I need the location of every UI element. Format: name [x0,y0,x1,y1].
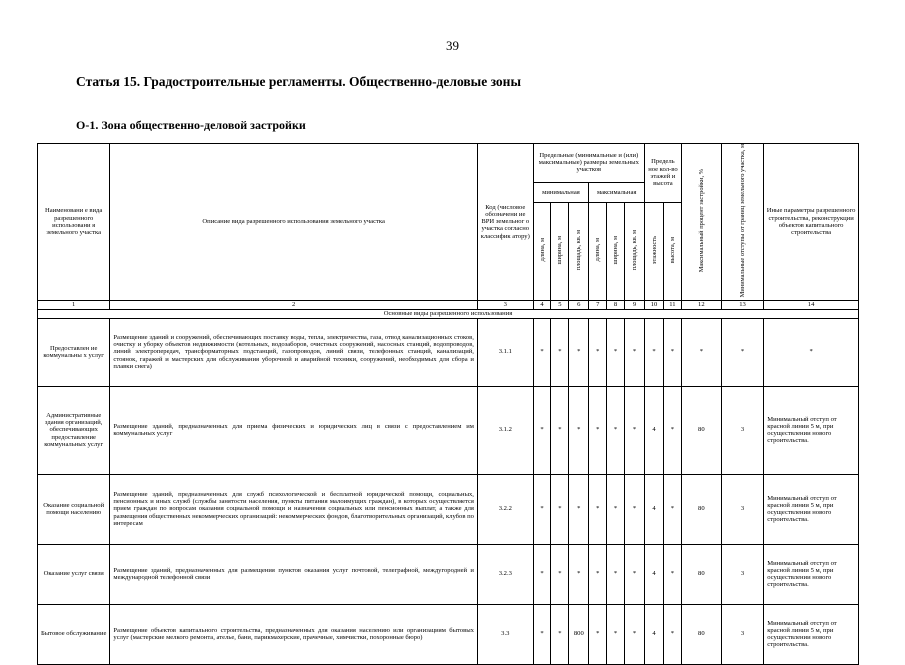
row-code: 3.1.1 [477,318,533,386]
row-value: * [589,386,607,474]
row-value: * [589,474,607,544]
row-value: * [569,318,589,386]
row-other: Минимальный отступ от красной линии 5 м, при осуществлении нового строительства. [764,474,859,544]
table-row [38,474,859,544]
row-value: * [663,544,681,604]
header-max: максимальная [589,182,645,202]
row-value: * [533,474,551,544]
row-value: * [624,386,644,474]
row-value: * [663,318,681,386]
column-number: 1 [38,300,110,309]
row-value: * [589,318,607,386]
column-number: 13 [721,300,763,309]
row-code: 3.2.2 [477,474,533,544]
header-max-percent: Максимальный процент застройки, % [697,169,705,273]
header-other: Иные параметры разрешенного строительства, реконструкции объектов капитального строительства [764,144,859,301]
row-description: Размещение зданий, предназначенных для приема физических и юридических лиц в связи с предоставлением им коммунальных услуг [110,386,478,474]
header-min-area: площадь, кв. м [575,229,583,271]
row-value: * [551,386,569,474]
row-value: * [624,474,644,544]
header-min-width: ширина, м [556,235,564,265]
table-row [38,544,859,604]
row-value: * [533,318,551,386]
row-name: Предоставлен ие коммунальны х услуг [38,318,110,386]
column-number: 10 [645,300,664,309]
page-number: 39 [446,38,459,53]
header-max-area: площадь, кв. м [630,229,638,271]
row-name: Оказание услуг связи [38,544,110,604]
column-number: 11 [663,300,681,309]
row-value: * [551,604,569,664]
header-floors: этажность [650,235,658,265]
row-description: Размещение зданий, предназначенных для служб психологической и бесплатной юридической помощи, социальных, пенсионных и иных служб (службы занятости населения, пункты питания малоимущих граждан), в которых осуществляется прием граждан по вопросам оказания социальной помощи и назначения социальных или пенсионных выплат, а также для размещения общественных некоммерческих организаций: некоммерческих фондов, благотворительных организаций, клубов по интересам [110,474,478,544]
row-value: 4 [645,544,664,604]
row-value: * [663,604,681,664]
row-value: 3 [721,544,763,604]
zone-title: О-1. Зона общественно-деловой застройки [76,118,306,132]
row-value: * [624,604,644,664]
row-value: * [663,474,681,544]
row-value: 4 [645,604,664,664]
column-number: 9 [624,300,644,309]
column-numbers-row [38,300,859,309]
row-value: 3 [721,474,763,544]
section-title: Основные виды разрешенного использования [38,309,859,318]
row-value: * [721,318,763,386]
row-value: * [569,474,589,544]
column-number: 5 [551,300,569,309]
row-value: * [607,318,625,386]
column-number: 3 [477,300,533,309]
row-value: 3 [721,604,763,664]
column-number: 8 [607,300,625,309]
row-value: * [551,474,569,544]
row-value: 80 [681,604,721,664]
row-name: Бытовое обслуживание [38,604,110,664]
column-number: 4 [533,300,551,309]
row-code: 3.1.2 [477,386,533,474]
row-value: * [607,386,625,474]
row-value: * [607,544,625,604]
row-value: * [624,318,644,386]
row-value: 80 [681,544,721,604]
row-other: * [764,318,859,386]
row-value: * [551,544,569,604]
row-value: 80 [681,386,721,474]
row-value: * [624,544,644,604]
row-value: 4 [645,474,664,544]
row-name: Административные здания организаций, обеспечивающих предоставление коммунальных услуг [38,386,110,474]
header-max-length: длина, м [594,238,602,262]
row-code: 3.3 [477,604,533,664]
header-limits: Предельные (минимальные и (или) максимальные) размеры земельных участков [533,144,644,183]
row-other: Минимальный отступ от красной линии 5 м, при осуществлении нового строительства. [764,604,859,664]
row-value: * [645,318,664,386]
header-max-width: ширина, м [612,235,620,265]
row-other: Минимальный отступ от красной линии 5 м, при осуществлении нового строительства. [764,386,859,474]
row-value: * [569,386,589,474]
header-min: минимальная [533,182,589,202]
header-description: Описание вида разрешенного использования земельного участка [110,144,478,301]
header-code: Код (числовое обозначени ие ВРИ земельног о участка согласно классифик атору) [477,144,533,301]
column-number: 6 [569,300,589,309]
row-code: 3.2.3 [477,544,533,604]
row-value: * [533,604,551,664]
row-value: 3 [721,386,763,474]
row-value: * [551,318,569,386]
row-value: * [533,544,551,604]
header-min-length: длина, м [538,238,546,262]
row-value: * [663,386,681,474]
column-number: 7 [589,300,607,309]
row-description: Размещение объектов капитального строительства, предназначенных для оказания населению или организациям бытовых услуг (мастерские мелкого ремонта, ателье, бани, парикмахерские, прачечные, химчистки, похоронные бюро) [110,604,478,664]
row-value: * [589,604,607,664]
regulations-table [37,143,859,665]
column-number: 12 [681,300,721,309]
table-row [38,318,859,386]
row-value: * [533,386,551,474]
row-value: * [607,604,625,664]
row-name: Оказание социальной помощи населению [38,474,110,544]
header-name: Наименовани е вида разрешенного использовани я земельного участка [38,144,110,301]
row-description: Размещение зданий, предназначенных для размещения пунктов оказания услуг почтовой, телеграфной, междугородней и международной телефонной связи [110,544,478,604]
header-height: высота, м [668,236,676,264]
row-value: 800 [569,604,589,664]
row-value: * [589,544,607,604]
row-value: * [569,544,589,604]
row-value: 80 [681,474,721,544]
column-number: 14 [764,300,859,309]
table-row [38,604,859,664]
header-min-setback: Минимальные отступы от границ земельного участка, м [739,144,747,298]
table-row [38,386,859,474]
column-number: 2 [110,300,478,309]
header-floors-group: Предель ное кол-во этажей и высота [645,144,682,203]
article-title: Статья 15. Градостроительные регламенты. Общественно-деловые зоны [76,74,521,89]
row-value: 4 [645,386,664,474]
row-description: Размещение зданий и сооружений, обеспечивающих поставку воды, тепла, электричества, газа, отвод канализационных стоков, очистку и уборку объектов недвижимости (котельных, водозаборов, очистных сооружений, насосных станций, водопроводов, линий электропередач, трансформаторных подстанций, газопроводов, линий связи, телефонных станций, канализаций, стоянок, гаражей и мастерских для обслуживания уборочной и аварийной техники, сооружений, необходимых для сбора и плавки снега) [110,318,478,386]
row-value: * [681,318,721,386]
row-value: * [607,474,625,544]
row-other: Минимальный отступ от красной линии 5 м, при осуществлении нового строительства. [764,544,859,604]
